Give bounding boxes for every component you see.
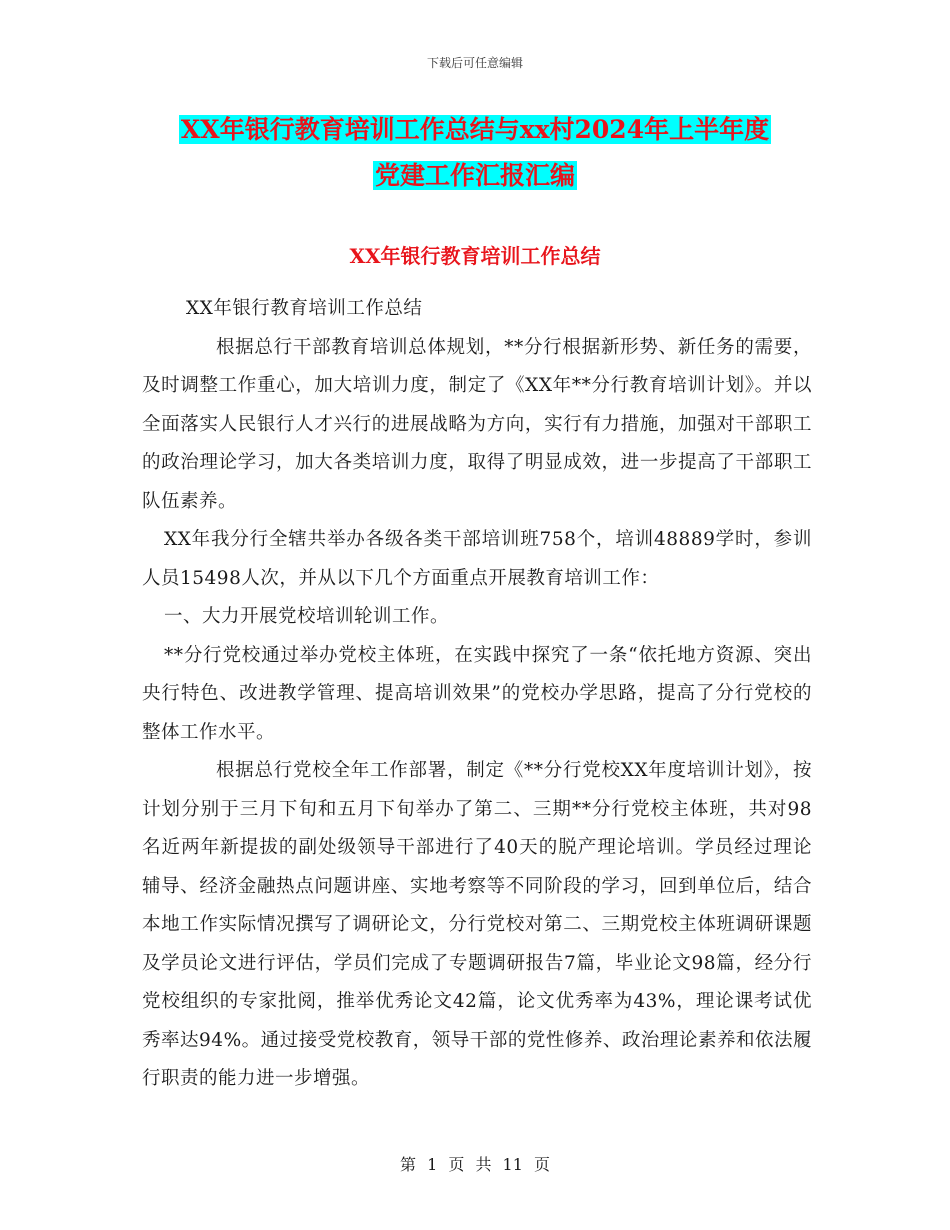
document-body [142,290,812,1099]
paragraph: 根据总行干部教育培训总体规划，**分行根据新形势、新任务的需要，及时调整工作重心，加大培训力度，制定了《XX年**分行教育培训计划》。并以全面落实人民银行人才兴行的进展战略为方向，实行有力措施，加强对干部职工的政治理论学习，加大各类培训力度，取得了明显成效，进一步提高了干部职工队伍素养。 [142,336,812,512]
main-title-line-1 [140,104,810,156]
header-note: 下载后可任意编辑 [426,56,523,70]
page-footer: 第 1 页 共 11 页 [400,1155,550,1174]
main-title-line-1-text: XX年银行教育培训工作总结与xx村2024年上半年度 [180,115,770,144]
section-title: XX年银行教育培训工作总结 [349,244,601,268]
paragraph: XX年我分行全辖共举办各级各类干部培训班758个，培训48889学时，参训人员15498人次，并从以下几个方面重点开展教育培训工作： [142,529,812,589]
paragraph: 根据总行党校全年工作部署，制定《**分行党校XX年度培训计划》，按计划分别于三月下旬和五月下旬举办了第二、三期**分行党校主体班，共对98名近两年新提拔的副处级领导干部进行了40天的脱产理论培训。学员经过理论辅导、经济金融热点问题讲座、实地考察等不同阶段的学习，回到单位后，结合本地工作实际情况撰写了调研论文，分行党校对第二、三期党校主体班调研课题及学员论文进行评估，学员们完成了专题调研报告7篇，毕业论文98篇，经分行党校组织的专家批阅，推举优秀论文42篇，论文优秀率为43%，理论课考试优秀率达94%。通过接受党校教育，领导干部的党性修养、政治理论素养和依法履行职责的能力进一步增强。 [142,760,812,1089]
paragraph-heading: XX年银行教育培训工作总结 [186,298,423,319]
main-title-line-2-text: 党建工作汇报汇编 [374,161,575,190]
paragraph: **分行党校通过举办党校主体班，在实践中探究了一条“依托地方资源、突出央行特色、改进教学管理、提高培训效果”的党校办学思路，提高了分行党校的整体工作水平。 [142,644,812,743]
main-title-line-2 [140,150,810,202]
paragraph-subheading: 一、大力开展党校培训轮训工作。 [164,606,450,627]
